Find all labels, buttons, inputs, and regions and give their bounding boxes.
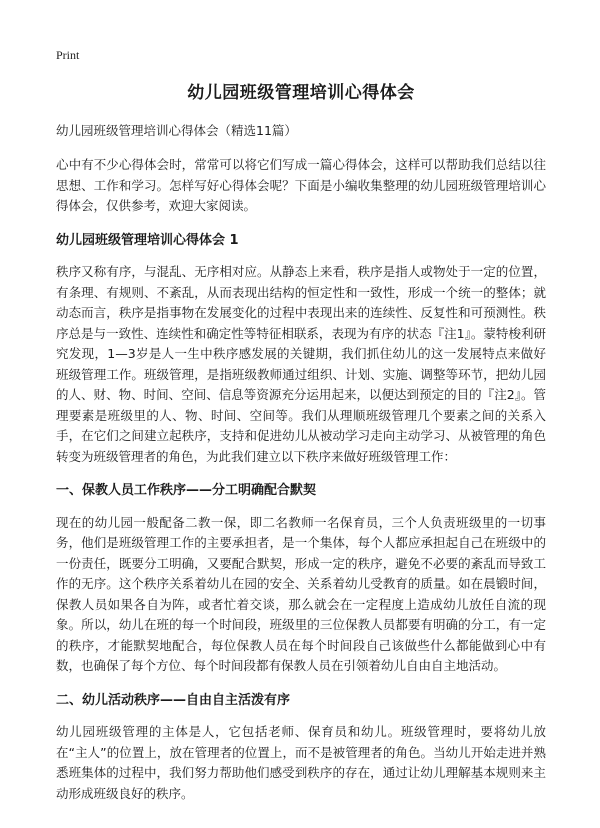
section-a-paragraph: 现在的幼儿园一般配备二教一保，即二名教师一名保育员，三个人负责班级里的一切事务，他们是班级管理工作的主要承担者，是一个集体，每个人都应承担起自己在班级中的一份责任，既要分工明确，又要配合默契，形成一定的秩序，避免不必要的紊乱而导致工作的无序。这个秩序关系着幼儿在园的安全、关系着幼儿受教育的质量。如在晨锻时间，保教人员如果各自为阵，或者忙着交谈，那么就会在一定程度上造成幼儿放任自流的现象。所以，幼儿在班的每一个时间段，班级里的三位保教人员都要有明确的分工，有一定的秩序，才能默契地配合，每位保教人员在每个时间段自己该做些什么都能做到心中有数，也确保了每个方位、每个时间段都有保教人员在引领着幼儿自由自主地活动。 <box>56 514 546 673</box>
section-b-heading: 二、幼儿活动秩序——自由自主活泼有序 <box>56 692 291 708</box>
section-1-paragraph: 秩序又称有序，与混乱、无序相对应。从静态上来看，秩序是指人或物处于一定的位置，有条理、有规则、不紊乱，从而表现出结构的恒定性和一致性，形成一个统一的整体；就动态而言，秩序是指事物在发展变化的过程中表现出来的连续性、反复性和可预测性。秩序总是与一致性、连续性和确定性等特征相联系，表现为有序的状态『注1』。蒙特梭利研究发现，1—3岁是人一生中秩序感发展的关键期，我们抓住幼儿的这一发展特点来做好班级管理工作。班级管理，是指班级教师通过组织、计划、实施、调整等环节，把幼儿园的人、财、物、时间、空间、信息等资源充分运用起来，以便达到预定的目的『注2』。管理要素是班级里的人、物、时间、空间等。我们从理顺班级管理几个要素之间的关系入手，在它们之间建立起秩序，支持和促进幼儿从被动学习走向主动学习、从被管理的角色转变为班级管理者的角色，为此我们建立以下秩序来做好班级管理工作： <box>56 264 546 464</box>
section-b-paragraph: 幼儿园班级管理的主体是人，它包括老师、保育员和幼儿。班级管理时，要将幼儿放在“主人”的位置上，放在管理者的位置上，而不是被管理者的角色。当幼儿开始走进并熟悉班集体的过程中，我们努力帮助他们感受到秩序的存在，通过让幼儿理解基本规则来主动形成班级良好的秩序。 <box>56 724 546 801</box>
intro-paragraph: 心中有不少心得体会时，常常可以将它们写成一篇心得体会，这样可以帮助我们总结以往思想、工作和学习。怎样写好心得体会呢？下面是小编收集整理的幼儿园班级管理培训心得体会，仅供参考，欢迎大家阅读。 <box>56 157 546 213</box>
section-a-heading: 一、保教人员工作秩序——分工明确配合默契 <box>56 483 317 498</box>
page-title: 幼儿园班级管理培训心得体会 <box>187 83 415 103</box>
document-body <box>56 78 546 816</box>
print-link[interactable]: Print <box>56 48 80 62</box>
document-subtitle: 幼儿园班级管理培训心得体会（精选11篇） <box>56 123 297 138</box>
section-1-heading: 幼儿园班级管理培训心得体会 1 <box>56 232 239 248</box>
